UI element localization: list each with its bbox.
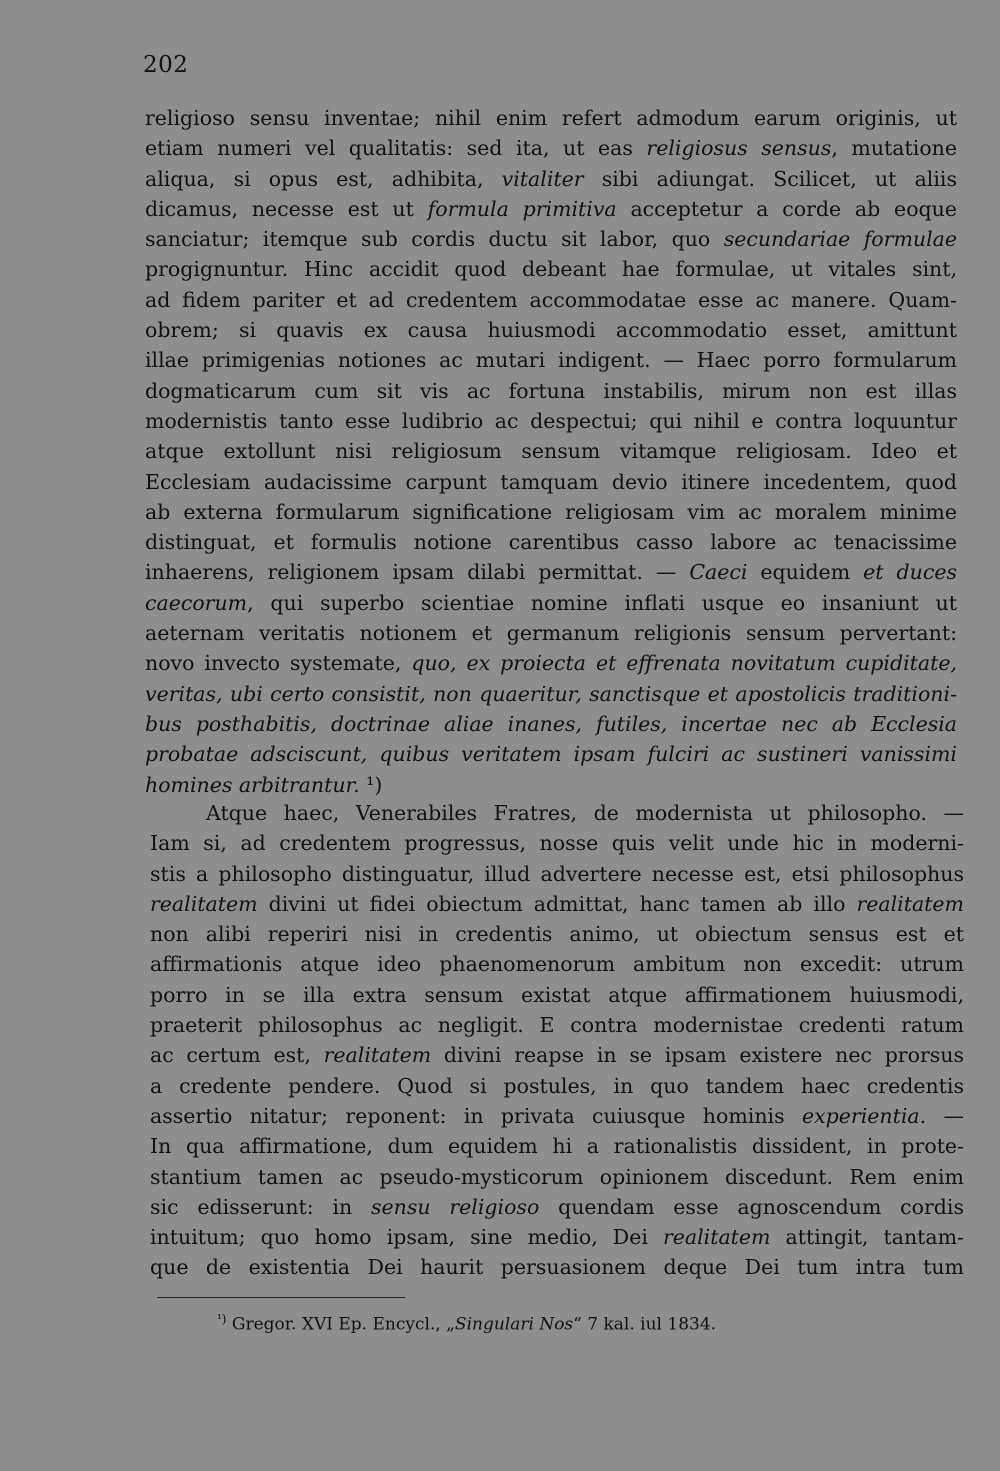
text-line [150,1010,964,1040]
text-segment: sibi adiungat. Scilicet, ut aliis [583,166,957,191]
text-line [145,406,957,436]
italic-text: probatae adsciscunt, quibus veritatem ipsam fulciri ac sustineri vanissimi [145,742,957,767]
text-line [150,1252,964,1282]
text-line [145,497,957,527]
text-segment: affirmationis atque ideo phaenomenorum ambitum non excedit: utrum [150,952,964,977]
text-segment: religioso sensu inventae; nihil enim refert admodum earum originis, ut [145,106,957,130]
text-segment: Iam si, ad credentem progressus, nosse quis velit unde hic in moderni- [150,831,964,856]
text-segment: praeterit philosophus ac negligit. E contra modernistae credenti ratum [150,1013,964,1038]
italic-text: experientia. [801,1103,927,1128]
text-segment: illae primigenias notiones ac mutari indigent. — Haec porro formularum [145,348,957,373]
text-segment: , mutatione [831,136,957,161]
text-segment: stantium tamen ac pseudo-mysticorum opinionem discedunt. Rem enim [150,1164,964,1189]
text-segment: non alibi reperiri nisi in credentis animo, ut obiectum sensus est et [150,922,964,947]
text-line [145,164,957,194]
text-line [150,980,964,1010]
text-segment: assertio nitatur; reponent: in privata cuiusque hominis [150,1103,802,1128]
footnote-marker: ¹) [217,1312,227,1326]
text-line [145,557,957,587]
text-segment: aeternam veritatis notionem et germanum religionis sensum pervertant: [145,621,957,646]
text-segment: quendam esse agnoscendum cordis [539,1194,964,1219]
text-line [145,315,957,345]
text-line [145,345,957,375]
text-segment: novo invecto systemate, [145,651,412,676]
text-segment: equidem [747,560,864,585]
italic-text: realitatem [856,891,964,916]
text-segment: acceptetur a corde ab eoque [616,196,957,221]
text-segment: ab externa formularum significatione religiosam vim ac moralem minime [145,499,957,524]
text-segment: dicamus, necesse est ut [145,196,428,221]
text-segment: etiam numeri vel qualitatis: sed ita, ut eas [145,136,647,161]
italic-text: et duces [863,560,957,585]
text-line [150,1101,964,1131]
page-number: 202 [143,52,189,78]
text-line [145,527,957,557]
text-line [150,1222,964,1252]
italic-text: vitaliter [501,166,584,191]
text-segment: divini reapse in se ipsam existere nec prorsus [431,1043,964,1068]
text-segment: ad fidem pariter et ad credentem accommodatae esse ac manere. Quam- [145,287,957,312]
text-segment: modernistis tanto esse ludibrio ac despectui; qui nihil e contra loquuntur [145,408,957,433]
text-line [150,859,964,889]
text-segment: attingit, tantam- [770,1225,964,1250]
italic-text: caecorum [145,590,248,615]
text-segment: Ecclesiam audacissime carpunt tamquam devio itinere incedentem, quod [145,469,957,494]
italic-text: religiosus sensus [646,136,832,161]
italic-text: realitatem [150,891,258,916]
text-line [150,889,964,919]
italic-text: realitatem [662,1225,771,1250]
paragraph-1 [145,103,957,800]
text-line [145,285,957,315]
italic-text: homines arbitrantur. [145,772,360,797]
text-line [150,1040,964,1070]
text-segment: a credente pendere. Quod si postules, in quo tandem haec credentis [150,1073,964,1098]
text-line [145,648,957,678]
text-line [145,376,957,406]
text-segment: aliqua, si opus est, adhibita, [145,166,502,191]
text-segment: ¹) [359,772,383,797]
text-line [145,254,957,284]
paragraph-2 [150,798,964,1283]
text-line [150,828,964,858]
text-segment: distinguat, et formulis notione carentibus casso labore ac tenacissime [145,530,957,555]
text-line [150,1071,964,1101]
footnote-title: Singulari Nos [454,1314,574,1335]
text-segment: dogmaticarum cum sit vis ac fortuna instabilis, mirum non est illas [145,378,957,403]
text-segment: sanciatur; itemque sub cordis ductu sit labor, quo [145,227,724,252]
text-segment: progignuntur. Hinc accidit quod debeant hae formulae, ut vitales sint, [145,257,957,282]
text-segment: ac certum est, [150,1043,324,1068]
text-segment: , qui superbo scientiae nomine inflati usque eo insaniunt ut [247,590,957,615]
text-segment: que de existentia Dei haurit persuasionem deque Dei tum intra tum [150,1255,964,1280]
text-line [145,194,957,224]
text-line [145,770,957,800]
text-segment: divini ut fidei obiectum admittat, hanc tamen ab illo [257,891,857,916]
italic-text: bus posthabitis, doctrinae aliae inanes, futiles, incertae nec ab Ecclesia [145,711,957,736]
text-line [145,679,957,709]
text-line [150,919,964,949]
text-segment: porro in se illa extra sensum existat atque affirmationem huiusmodi, [150,982,964,1007]
text-line [145,467,957,497]
text-line [150,1162,964,1192]
text-segment: Atque haec, Venerabiles Fratres, de modernista ut philosopho. — [206,801,964,825]
footnote [217,1312,716,1335]
italic-text: quo, ex proiecta et effrenata novitatum cupiditate, [411,651,958,676]
text-line [150,798,964,828]
text-segment: atque extollunt nisi religiosum sensum vitamque religiosam. Ideo et [145,439,957,464]
text-line [150,1131,964,1161]
text-line [145,618,957,648]
text-segment: intuitum; quo homo ipsam, sine medio, Dei [150,1225,663,1250]
text-segment: stis a philosopho distinguatur, illud advertere necesse est, etsi philosophus [150,861,964,886]
text-segment: inhaerens, religionem ipsam dilabi permittat. — [145,560,690,585]
text-line [145,709,957,739]
text-segment: — [926,1103,964,1128]
italic-text: sensu religioso [371,1194,540,1219]
italic-text: formula primitiva [427,196,617,221]
text-line [145,133,957,163]
text-line [145,739,957,769]
italic-text: veritas, ubi certo consistit, non quaeritur, sanctisque et apostolicis traditioni- [145,681,957,706]
footnote-text-before: Gregor. XVI Ep. Encycl., „ [231,1314,455,1335]
text-line [145,103,957,133]
italic-text: realitatem [323,1043,432,1068]
footnote-text-after: “ 7 kal. iul 1834. [573,1314,717,1335]
text-line [145,588,957,618]
italic-text: secundariae formulae [723,227,957,252]
text-segment: In qua affirmatione, dum equidem hi a rationalistis dissident, in prote- [150,1134,964,1159]
text-line [145,436,957,466]
text-segment: obrem; si quavis ex causa huiusmodi accommodatio esset, amittunt [145,318,957,343]
text-line [145,224,957,254]
italic-text: Caeci [689,560,748,585]
text-line [150,1192,964,1222]
footnote-separator [157,1297,405,1298]
text-line [150,949,964,979]
text-segment: sic edisserunt: in [150,1194,371,1219]
